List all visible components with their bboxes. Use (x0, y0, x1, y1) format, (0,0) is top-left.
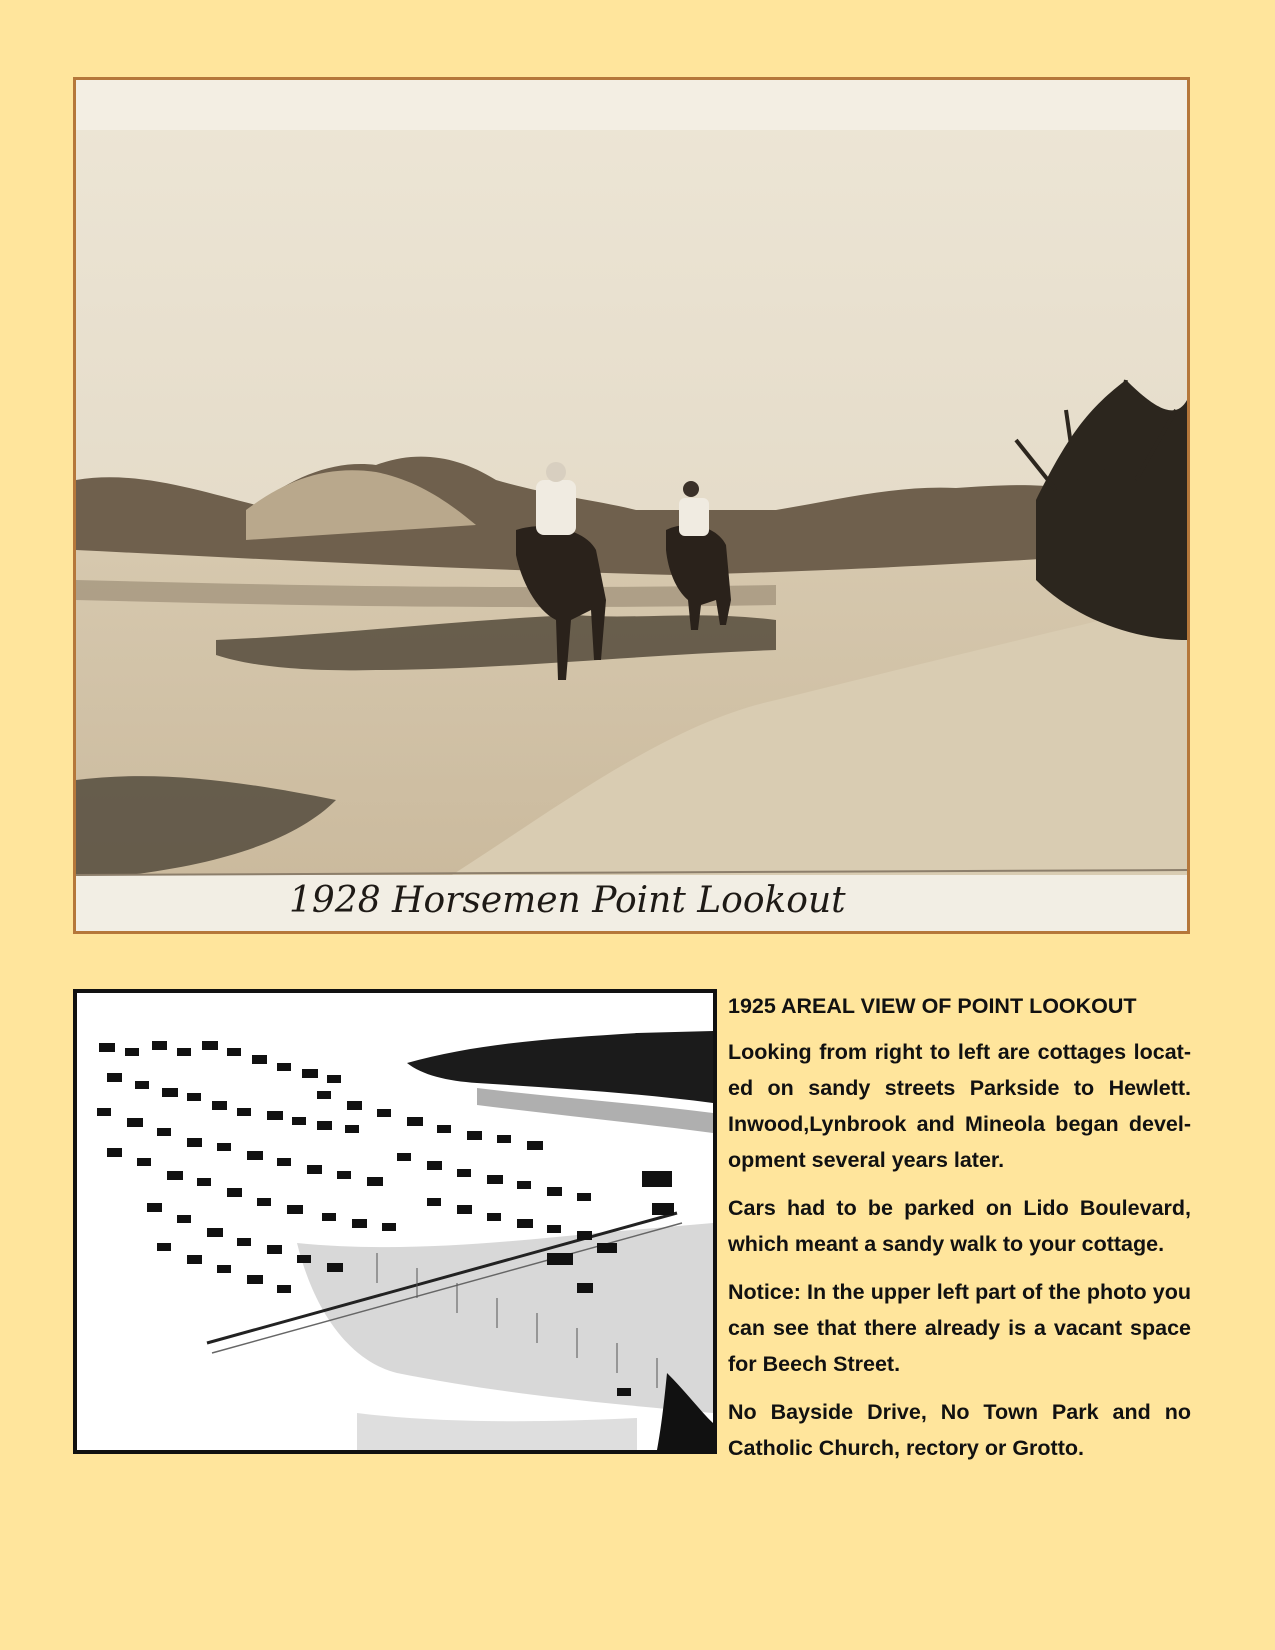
article-paragraph-1: Looking from right to left are cottages locat-ed on sandy streets Parkside to Hewlett. Inwood,Lynbrook and Mineola began devel-opment several years later. (728, 1040, 1191, 1172)
horsemen-photo (73, 77, 1190, 934)
article-paragraph-2: Cars had to be parked on Lido Boulevard, which meant a sandy walk to your cottage. (728, 1196, 1191, 1256)
photo-caption: 1928 Horsemen Point Lookout (289, 880, 846, 921)
article-paragraph-4: No Bayside Drive, No Town Park and no Catholic Church, rectory or Grotto. (728, 1400, 1191, 1460)
article (728, 988, 1191, 1478)
article-heading: 1925 AREAL VIEW OF POINT LOOKOUT (728, 994, 1137, 1018)
horsemen-photo-image (76, 80, 1187, 931)
aerial-photo-image (77, 993, 713, 1450)
article-paragraph-3: Notice: In the upper left part of the photo you can see that there already is a vacant space for Beech Street. (728, 1280, 1191, 1376)
aerial-photo (73, 989, 717, 1454)
